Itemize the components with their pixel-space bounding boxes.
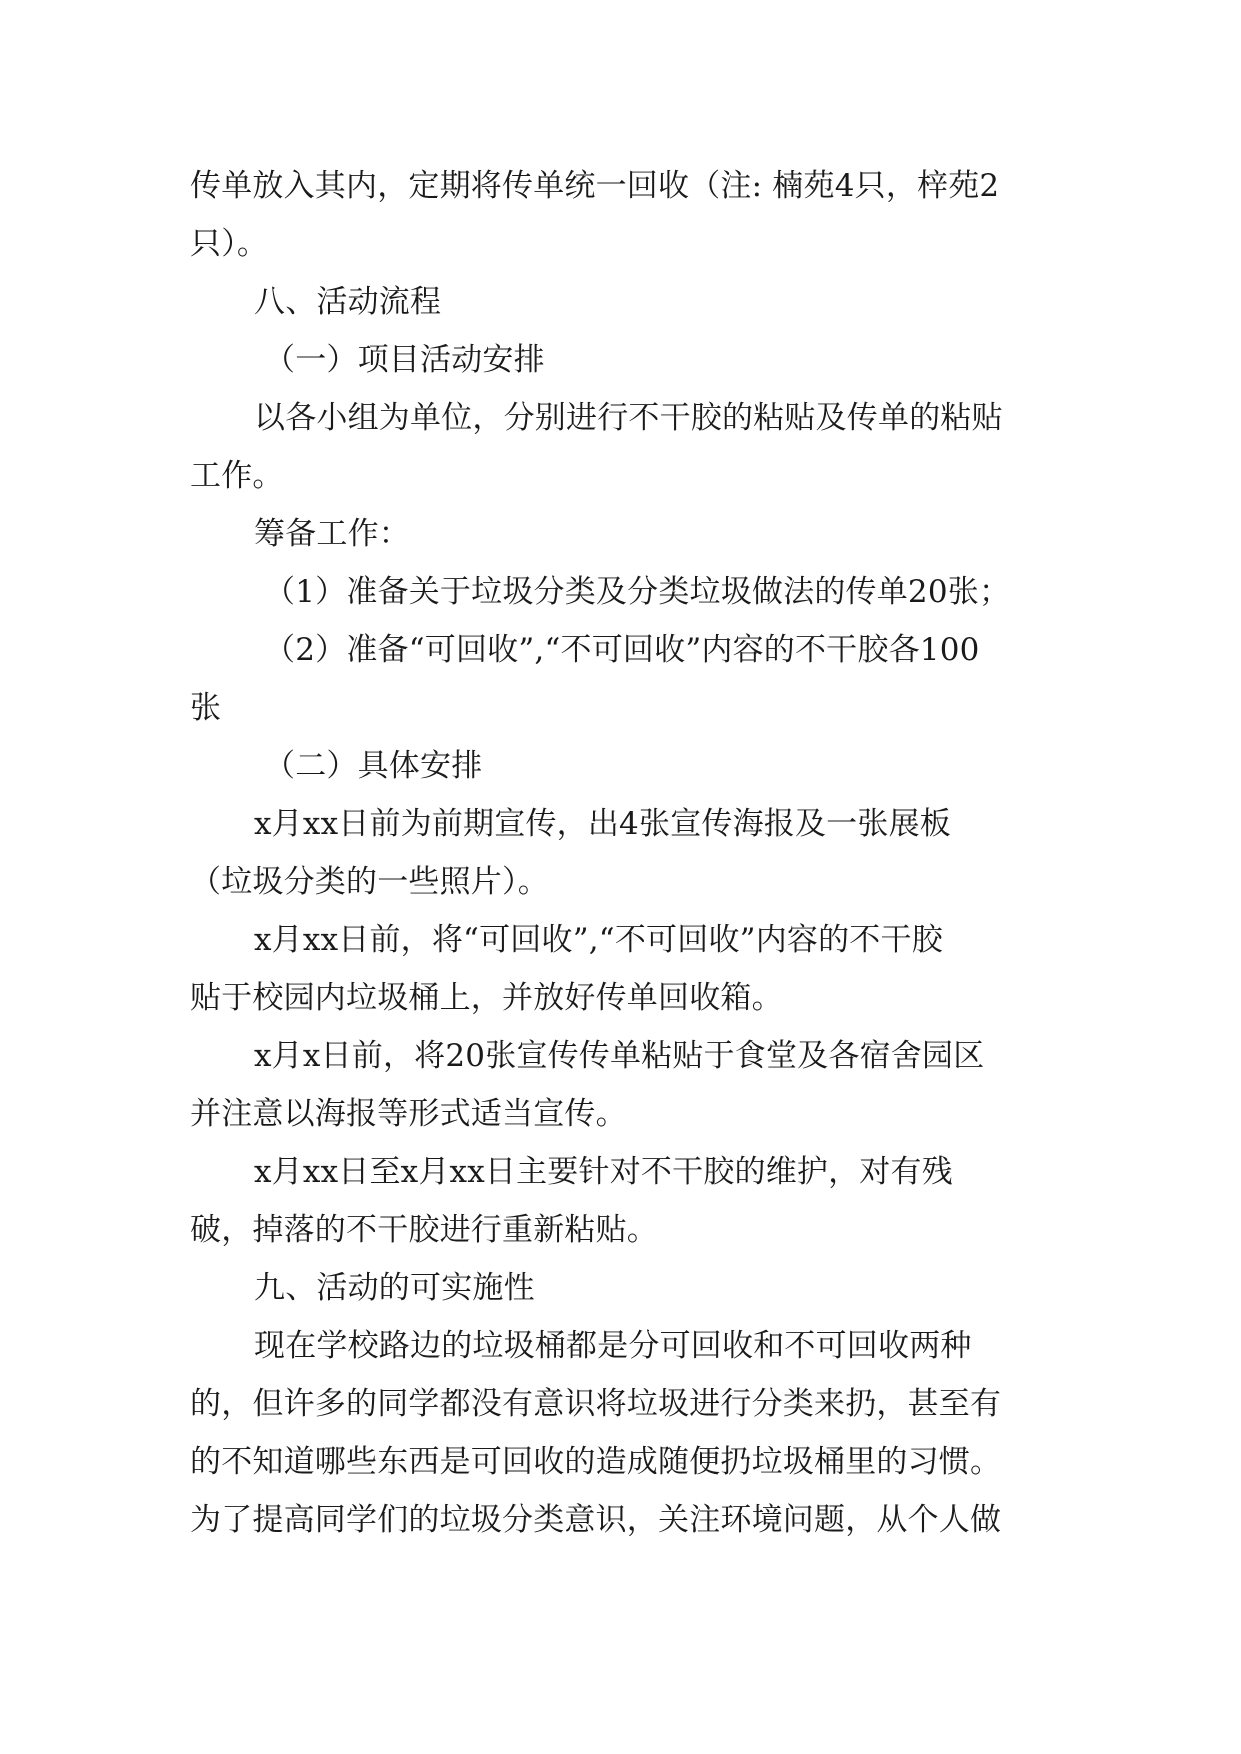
list-item: （2）准备“可回收”,“不可回收”内容的不干胶各100 [264,632,980,668]
paragraph-line: 传单放入其内，定期将传单统一回收（注: 楠苑4只，梓苑2 [190,168,1000,204]
paragraph-line: x月xx日前为前期宣传，出4张宣传海报及一张展板 [254,806,951,842]
paragraph-line: 为了提高同学们的垃圾分类意识，关注环境问题，从个人做 [190,1502,1002,1538]
paragraph-line: 的不知道哪些东西是可回收的造成随便扔垃圾桶里的习惯。 [190,1444,1002,1480]
paragraph-line: x月xx日前，将“可回收”,“不可回收”内容的不干胶 [254,922,943,958]
paragraph-line: （垃圾分类的一些照片）。 [190,864,549,900]
paragraph-line: 筹备工作： [254,516,410,552]
subsection-heading: （一）项目活动安排 [264,342,545,378]
paragraph-line: 以各小组为单位，分别进行不干胶的粘贴及传单的粘贴 [254,400,1003,436]
paragraph-line: 并注意以海报等形式适当宣传。 [190,1096,627,1132]
paragraph-line: 工作。 [190,458,284,494]
paragraph-line: 贴于校园内垃圾桶上，并放好传单回收箱。 [190,980,783,1016]
paragraph-line: x月x日前，将20张宣传传单粘贴于食堂及各宿舍园区 [254,1038,985,1074]
section-heading: 九、活动的可实施性 [254,1270,535,1306]
paragraph-line: 破，掉落的不干胶进行重新粘贴。 [190,1212,658,1248]
paragraph-line: x月xx日至x月xx日主要针对不干胶的维护，对有残 [254,1154,953,1190]
paragraph-line: 的，但许多的同学都没有意识将垃圾进行分类来扔，甚至有 [190,1386,1002,1422]
paragraph-line: 只）。 [190,226,269,262]
section-heading: 八、活动流程 [254,284,442,320]
subsection-heading: （二）具体安排 [264,748,483,784]
paragraph-line: 张 [190,690,222,726]
paragraph-line: 现在学校路边的垃圾桶都是分可回收和不可回收两种 [254,1328,972,1364]
list-item: （1）准备关于垃圾分类及分类垃圾做法的传单20张； [264,574,1011,610]
